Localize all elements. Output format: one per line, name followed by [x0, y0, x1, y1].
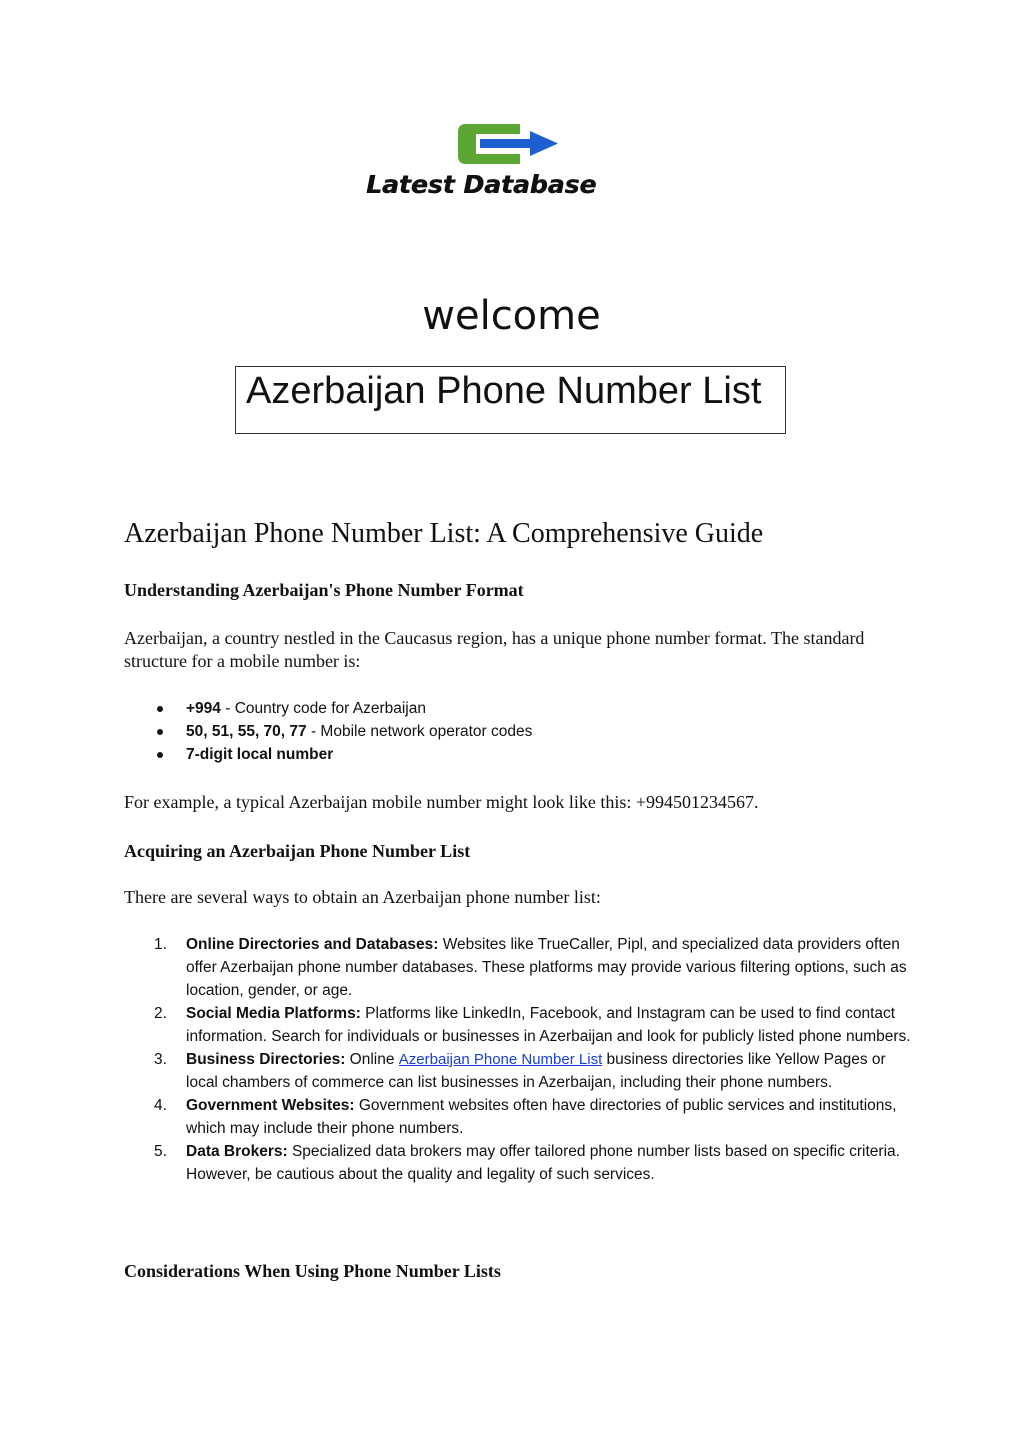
list-item: 7-digit local number	[124, 743, 914, 766]
bullet-icon	[157, 752, 163, 758]
title-box	[235, 366, 786, 434]
list-item: 5. Data Brokers: Specialized data brokers may offer tailored phone number lists based on specific criteria. However, be cautious about the quality and legality of such services.	[154, 1143, 900, 1183]
list-item: 4. Government Websites: Government websites often have directories of public services and institutions, which may include their phone numbers.	[154, 1097, 897, 1137]
bullet-icon	[157, 729, 163, 735]
logo-wordmark: Latest Database	[366, 170, 597, 199]
list-item: 50, 51, 55, 70, 77 - Mobile network operator codes	[124, 720, 914, 743]
section-heading-acquiring: Acquiring an Azerbaijan Phone Number List	[124, 841, 471, 861]
example-paragraph: For example, a typical Azerbaijan mobile number might look like this: +994501234567.	[124, 792, 759, 812]
format-bullet-list	[124, 697, 914, 766]
welcome-heading: welcome	[422, 293, 601, 339]
list-item: +994 - Country code for Azerbaijan	[124, 697, 914, 720]
bullet-icon	[157, 706, 163, 712]
title-box-text: Azerbaijan Phone Number List	[246, 370, 762, 412]
logo-mark-icon	[362, 118, 692, 178]
guide-heading: Azerbaijan Phone Number List: A Comprehensive Guide	[124, 518, 764, 549]
ways-numbered-list	[124, 933, 914, 1186]
section-heading-format: Understanding Azerbaijan's Phone Number Format	[124, 580, 524, 600]
format-intro-paragraph: Azerbaijan, a country nestled in the Caucasus region, has a unique phone number format. The standard structure for a mobile number is:	[124, 628, 865, 671]
latest-database-logo	[362, 118, 692, 210]
list-item: 1. Online Directories and Databases: Websites like TrueCaller, Pipl, and specialized data providers often offer Azerbaijan phone number databases. These platforms may provide various filtering options, such as location, gender, or age.	[154, 936, 907, 999]
azerbaijan-phone-number-list-link[interactable]: Azerbaijan Phone Number List	[398, 1051, 603, 1068]
list-item: 3. Business Directories: Online Azerbaijan Phone Number List business directories like Yellow Pages or local chambers of commerce can list businesses in Azerbaijan, including their phone numbers.	[154, 1051, 886, 1091]
section-heading-considerations: Considerations When Using Phone Number Lists	[124, 1261, 501, 1281]
list-item: 2. Social Media Platforms: Platforms like LinkedIn, Facebook, and Instagram can be used to find contact information. Search for individuals or businesses in Azerbaijan and look for publicly listed phone numbers.	[154, 1005, 911, 1045]
acquiring-intro-paragraph: There are several ways to obtain an Azerbaijan phone number list:	[124, 887, 601, 907]
